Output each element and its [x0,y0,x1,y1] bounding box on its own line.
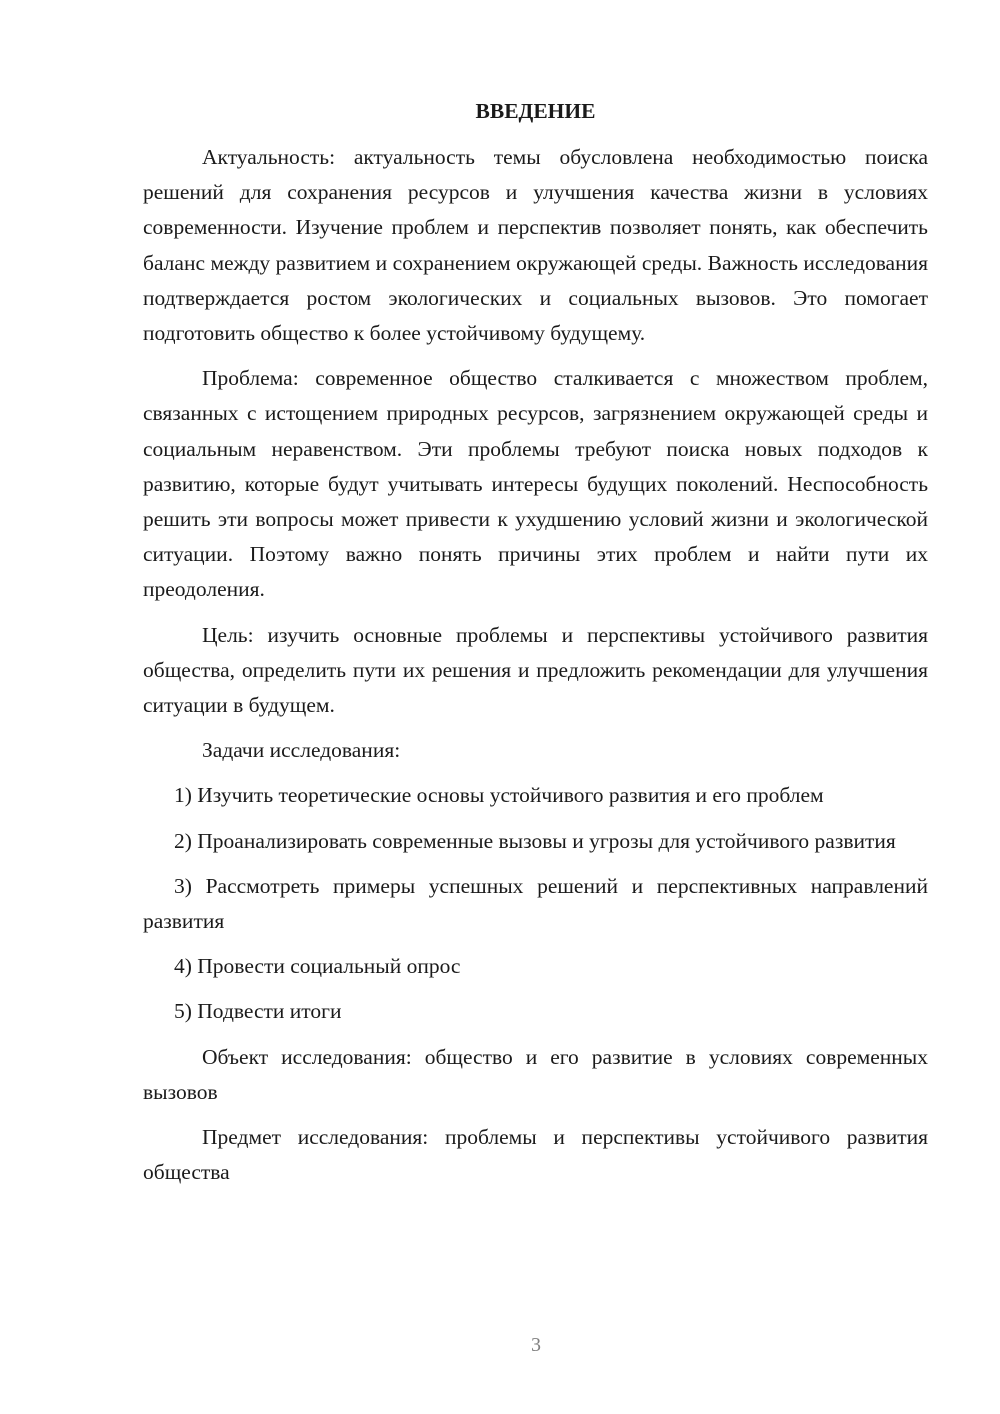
task-item-3: 3) Рассмотреть примеры успешных решений и перспективных направлений развития [143,873,928,934]
page-number: 3 [531,1334,541,1356]
section-title: ВВЕДЕНИЕ [475,99,596,123]
research-object: Объект исследования: общество и его развитие в условиях современных вызовов [143,1044,928,1104]
task-item-2: 2) Проанализировать современные вызовы и угрозы для устойчивого развития [174,828,896,853]
paragraph-problem: Проблема: современное общество сталкивается с множеством проблем, связанных с истощением природных ресурсов, загрязнением окружающей среды и социальным неравенством. Эти проблемы требуют поиска новых подходов к развитию, которые будут учитывать интересы будущих поколений. Неспособность решить эти вопросы может привести к ухудшению условий жизни и экологической ситуации. Поэтому важно понять причины этих проблем и найти пути их преодоления. [143,366,928,602]
task-item-5: 5) Подвести итоги [174,999,342,1024]
paragraph-goal: Цель: изучить основные проблемы и перспективы устойчивого развития общества, определить пути их решения и предложить рекомендации для улучшения ситуации в будущем. [143,622,928,718]
page-content [143,95,928,1200]
research-subject: Предмет исследования: проблемы и перспективы устойчивого развития общества [143,1125,928,1185]
paragraph-relevance: Актуальность: актуальность темы обусловлена необходимостью поиска решений для сохранения ресурсов и улучшения качества жизни в условиях современности. Изучение проблем и перспектив позволяет понять, как обеспечить баланс между развитием и сохранением окружающей среды. Важность исследования подтверждается ростом экологических и социальных вызовов. Это помогает подготовить общество к более устойчивому будущему. [143,145,928,346]
task-item-4: 4) Провести социальный опрос [174,954,461,979]
tasks-heading: Задачи исследования: [202,738,401,763]
task-item-1: 1) Изучить теоретические основы устойчивого развития и его проблем [174,783,824,808]
